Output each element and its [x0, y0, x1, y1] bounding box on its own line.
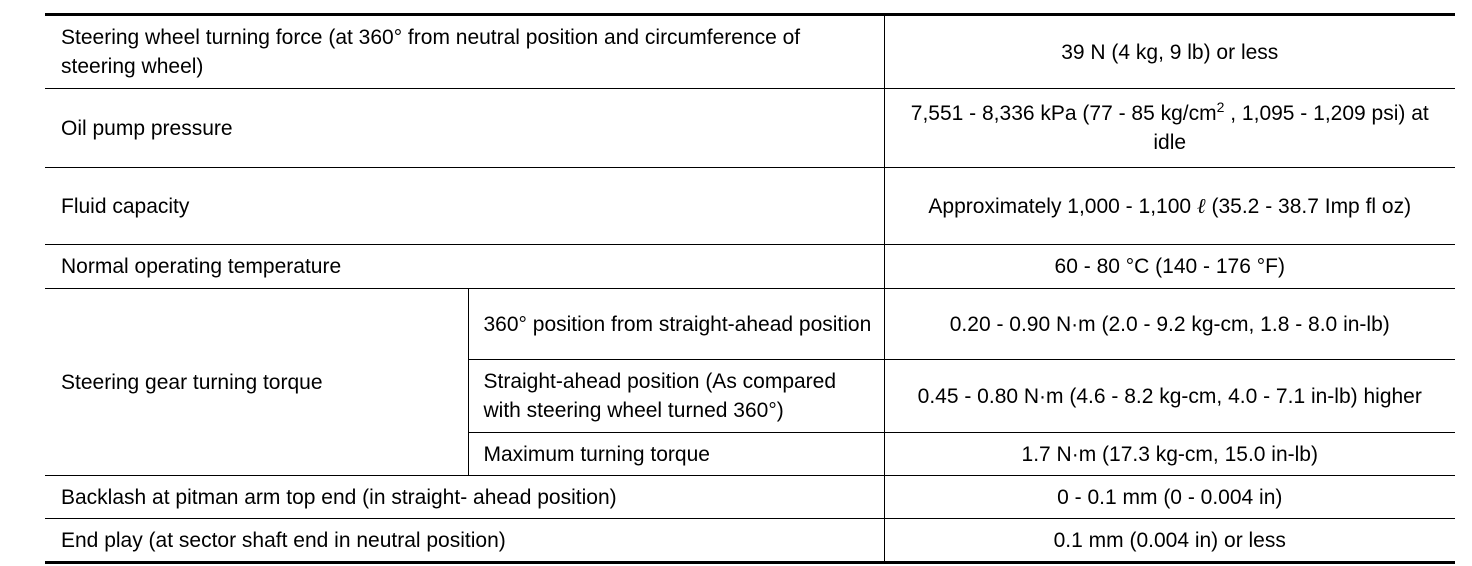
value-cell: 0.1 mm (0.004 in) or less	[884, 519, 1455, 563]
item-cell: Normal operating temperature	[45, 245, 884, 289]
value-text: , 1,095 - 1,209 psi) at idle	[1153, 102, 1429, 154]
value-cell: 39 N (4 kg, 9 lb) or less	[884, 15, 1455, 89]
liter-symbol: ℓ	[1196, 193, 1206, 218]
superscript: 2	[1216, 99, 1225, 115]
table-row	[45, 519, 1455, 563]
item-cell: Fluid capacity	[45, 168, 884, 245]
specification-table	[45, 13, 1455, 564]
condition-cell: Straight-ahead position (As compared with steering wheel turned 360°)	[468, 360, 884, 433]
value-text: 7,551 - 8,336 kPa (77 - 85 kg/cm	[910, 102, 1217, 125]
item-cell: End play (at sector shaft end in neutral position)	[45, 519, 884, 563]
table-row	[45, 15, 1455, 89]
value-cell: 0.20 - 0.90 N·m (2.0 - 9.2 kg-cm, 1.8 - 8.0 in-lb)	[884, 289, 1455, 360]
condition-cell: 360° position from straight-ahead position	[468, 289, 884, 360]
value-cell: 60 - 80 °C (140 - 176 °F)	[884, 245, 1455, 289]
table-row	[45, 245, 1455, 289]
item-cell: Steering wheel turning force (at 360° from neutral position and circumference of steering wheel)	[45, 15, 884, 89]
value-cell: 1.7 N·m (17.3 kg-cm, 15.0 in-lb)	[884, 433, 1455, 476]
value-cell	[884, 89, 1455, 168]
value-text: Approximately 1,000 - 1,100	[928, 194, 1192, 218]
table-row	[45, 289, 1455, 360]
table-row	[45, 476, 1455, 519]
table-row	[45, 89, 1455, 168]
item-cell: Steering gear turning torque	[45, 289, 468, 476]
value-text: (35.2 - 38.7 Imp fl oz)	[1211, 194, 1412, 218]
value-cell: 0 - 0.1 mm (0 - 0.004 in)	[884, 476, 1455, 519]
value-cell: 0.45 - 0.80 N·m (4.6 - 8.2 kg-cm, 4.0 - 7.1 in-lb) higher	[884, 360, 1455, 433]
item-cell: Oil pump pressure	[45, 89, 884, 168]
table-row	[45, 168, 1455, 245]
value-cell	[884, 168, 1455, 245]
condition-cell: Maximum turning torque	[468, 433, 884, 476]
item-cell: Backlash at pitman arm top end (in straight- ahead position)	[45, 476, 884, 519]
